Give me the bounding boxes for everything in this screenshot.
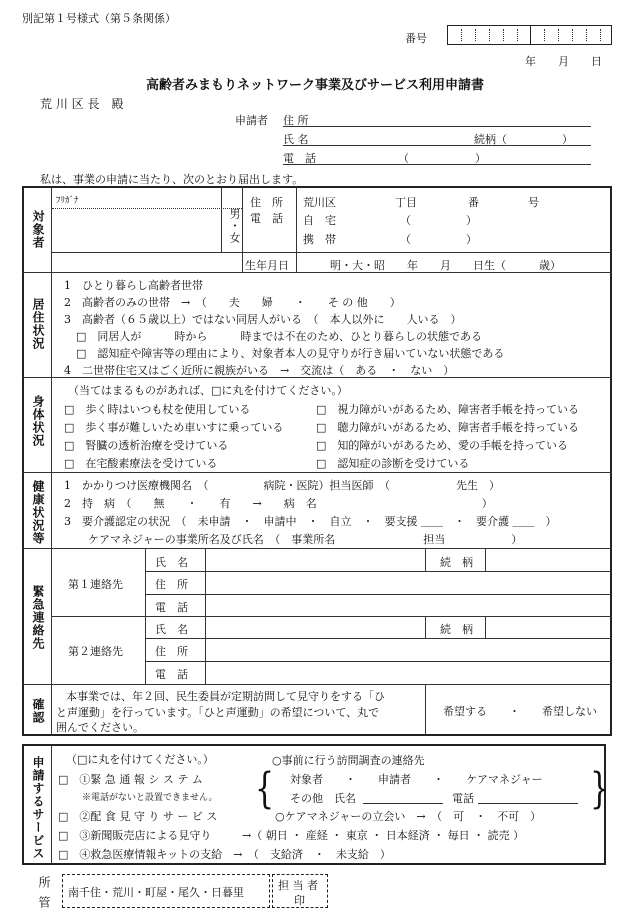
residence-line-4[interactable]: 4 二世帯住宅又はごく近所に親族がいる → 交流は（ ある ・ ない ） [64,364,455,377]
mobile-phone-label: 携 帯 [303,233,336,246]
physical-right-3[interactable]: □ 知的障がいがあるため、愛の手帳を持っている [316,439,568,452]
newspaper-options[interactable]: →（ 朝日 ・ 産経 ・ 東京 ・ 日本経済 ・ 毎日 ・ 読売 ） [242,829,525,842]
staff-label: 担 当 者 [278,879,318,892]
service-4[interactable]: □ ④救急医療情報キットの支給 → （ 支給済 ・ 未支給 ） [58,848,391,861]
office-list[interactable]: 南千住・荒川・町屋・尾久・日暮里 [68,886,244,899]
residence-line-3[interactable]: 3 高齢者（６５歳以上）ではない同居人がいる （ 本人以外に 人いる ） [64,313,462,326]
applicant-name-line[interactable] [283,145,591,146]
contact-2-label: 第２連絡先 [68,645,123,658]
residence-line-2[interactable]: 2 高齢者のみの世帯 → （ 夫 婦 ・ そ の 他 ） [64,296,401,309]
contact-1-label: 第１連絡先 [68,578,123,591]
addressee: 荒 川 区 長 殿 [40,97,124,111]
go-label: 号 [528,196,539,209]
section-subject: 対象者 [31,210,45,249]
service-3[interactable]: □ ③新聞販売店による見守り [58,829,212,842]
phone-label: 電 話 [250,212,283,225]
service-1-note: ※電話がないと設置できません。 [82,793,218,803]
hitokoe-options[interactable]: 希望する ・ 希望しない [443,705,597,718]
section-physical: 身体状況 [31,395,45,447]
applicant-phone-line[interactable] [283,164,591,165]
intro-text: 私は、事業の申請に当たり、次のとおり届出します。 [40,173,304,186]
services-note: （□に丸を付けてください。） [66,753,214,766]
visit-title: ○事前に行う訪問調査の連絡先 [272,754,425,767]
contact-2-address: 住 所 [155,645,188,658]
furigana-label: ﾌﾘｶﾞﾅ [56,196,79,206]
date-line: 年 月 日 [525,55,602,68]
ban-label: 番 [468,196,479,209]
service-1[interactable]: □ ①緊 急 通 報 シ ス テ ム [58,773,203,786]
health-line-2[interactable]: 2 持 病 （ 無 ・ 有 → 病 名 ） [64,497,493,510]
home-phone-label: 自 宅 [303,214,336,227]
applicant-relation: 続柄（ ） [474,133,573,146]
applicant-phone-label: 電 話 [283,152,316,165]
physical-note: （当てはまるものがあれば、□に丸を付けてください。） [68,384,348,397]
visit-contact-options[interactable]: 対象者 ・ 申請者 ・ ケアマネジャー [290,773,543,786]
applicant-phone-paren: （ ） [398,152,486,165]
physical-right-2[interactable]: □ 聴力障がいがあるため、障害者手帳を持っている [316,421,579,434]
dob-value[interactable]: 明・大・昭 年 月 日生（ 歳） [330,259,561,272]
office-label: 所管 [37,876,51,916]
contact-2-phone: 電 話 [155,668,188,681]
visit-other-phone: 電話 [452,792,474,805]
section-confirm: 確認 [31,698,45,724]
physical-left-2[interactable]: □ 歩く事が難しいため車いすに乗っている [64,421,284,434]
section-residence: 居住状況 [31,298,45,350]
section-emergency: 緊急連絡先 [31,585,45,650]
section-health: 健康状況等 [31,480,45,545]
applicant-name-label: 氏 名 [283,133,309,146]
health-line-4[interactable]: ケアマネジャーの事業所名及び氏名 （ 事業所名 担当 ） [88,533,523,546]
contact-1-address: 住 所 [155,578,188,591]
contact-1-phone: 電 話 [155,601,188,614]
right-brace-icon: } [590,764,610,814]
form-number: 別記第１号様式（第５条関係） [22,12,176,25]
care-manager-attendance[interactable]: ○ケアマネジャーの立会い → （ 可 ・ 不可 ） [275,810,542,823]
page-title: 高齢者みまもりネットワーク事業及びサービス利用申請書 [145,78,484,93]
mobile-phone-paren[interactable]: （ ） [400,233,477,246]
chome-label: 丁目 [395,196,417,209]
health-line-3[interactable]: 3 要介護認定の状況 （ 未申請 ・ 申請中 ・ 自立 ・ 要支援 ＿＿ ・ 要介護 ＿＿ ） [64,515,557,528]
applicant-address-line[interactable] [283,126,591,127]
home-phone-paren[interactable]: （ ） [400,214,477,227]
physical-right-4[interactable]: □ 認知症の診断を受けている [316,457,470,470]
applicant-label: 申請者 [235,114,268,127]
physical-right-1[interactable]: □ 視力障がいがあるため、障害者手帳を持っている [316,403,579,416]
left-brace-icon: { [255,764,275,814]
sex-options[interactable]: 男・女 [228,208,241,244]
contact-1-relation: 続 柄 [440,556,473,569]
service-2[interactable]: □ ②配 食 見 守 り サ ー ビ ス [58,810,218,823]
ward-label: 荒川区 [303,196,336,209]
physical-left-1[interactable]: □ 歩く時はいつも杖を使用している [64,403,251,416]
contact-2-relation: 続 柄 [440,623,473,636]
residence-line-1[interactable]: 1 ひとり暮らし高齢者世帯 [64,279,203,292]
health-line-1[interactable]: 1 かかりつけ医療機関名 （ 病院・医院）担当医師 （ 先生 ） [64,479,500,492]
residence-line-3a[interactable]: □ 同居人が 時から 時までは不在のため、ひとり暮らしの状態である [76,330,482,343]
address-label: 住 所 [250,196,283,209]
visit-other-name: その他 氏名 [290,792,356,805]
contact-2-name: 氏 名 [155,623,188,636]
number-box[interactable] [447,25,612,45]
confirm-text-3: 囲んでください。 [56,721,144,734]
physical-left-4[interactable]: □ 在宅酸素療法を受けている [64,457,218,470]
physical-left-3[interactable]: □ 腎臓の透析治療を受けている [64,439,229,452]
confirm-text-2: と声運動」を行っています。「ひと声運動」の希望について、丸で [56,706,380,719]
confirm-text-1: 本事業では、年２回、民生委員が定期訪問して見守りをする「ひ [66,690,385,703]
number-label: 番号 [405,32,427,45]
contact-1-name: 氏 名 [155,556,188,569]
residence-line-3b[interactable]: □ 認知症や障害等の理由により、対象者本人の見守りが行き届いていない状態である [76,347,505,360]
section-services: 申請するサービス [31,756,45,860]
applicant-address-label: 住 所 [283,114,309,127]
seal-label: 印 [294,894,305,907]
dob-label: 生年月日 [245,259,289,272]
